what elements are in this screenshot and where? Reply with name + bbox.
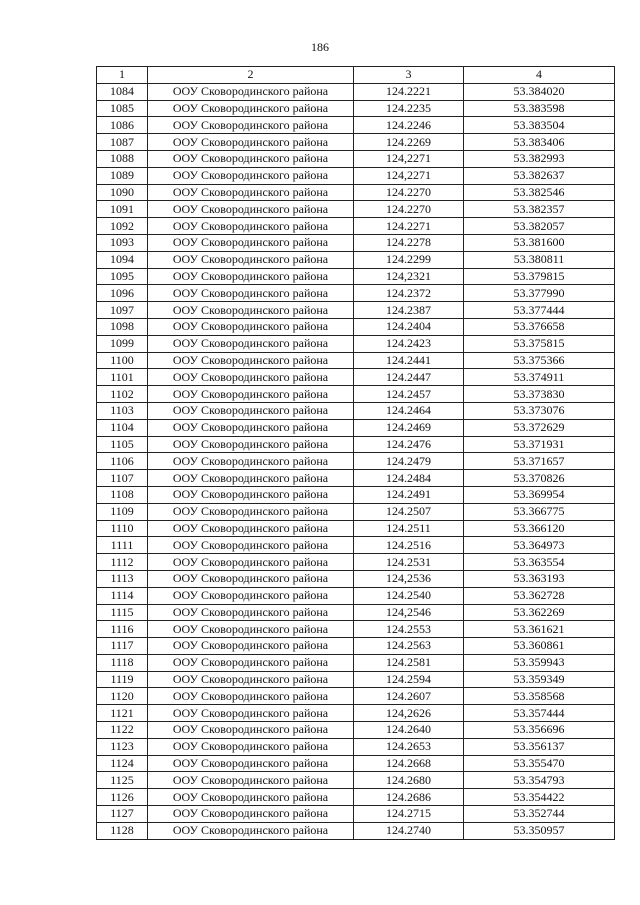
- organization-name-cell: ООУ Сковородинского района: [148, 537, 354, 554]
- organization-name-cell: ООУ Сковородинского района: [148, 470, 354, 487]
- coordinate-x-cell: 124.2715: [354, 806, 464, 823]
- row-number-cell: 1113: [97, 570, 148, 587]
- table-row: [97, 83, 615, 100]
- table-row: [97, 705, 615, 722]
- row-number-cell: 1125: [97, 772, 148, 789]
- table-row: [97, 621, 615, 638]
- coordinate-x-cell: 124.2484: [354, 470, 464, 487]
- coordinate-x-cell: 124.2507: [354, 503, 464, 520]
- organization-name-cell: ООУ Сковородинского района: [148, 436, 354, 453]
- coordinate-y-cell: 53.377444: [464, 302, 615, 319]
- table-row: [97, 570, 615, 587]
- coordinate-x-cell: 124.2447: [354, 369, 464, 386]
- table-row: [97, 822, 615, 839]
- row-number-cell: 1112: [97, 554, 148, 571]
- table-row: [97, 352, 615, 369]
- organization-name-cell: ООУ Сковородинского района: [148, 352, 354, 369]
- coordinate-x-cell: 124.2372: [354, 285, 464, 302]
- coordinate-x-cell: 124.2235: [354, 100, 464, 117]
- coordinate-y-cell: 53.361621: [464, 621, 615, 638]
- header-row: [97, 67, 615, 84]
- coordinate-y-cell: 53.380811: [464, 251, 615, 268]
- coordinate-x-cell: 124.2668: [354, 755, 464, 772]
- row-number-cell: 1093: [97, 234, 148, 251]
- organization-name-cell: ООУ Сковородинского района: [148, 201, 354, 218]
- organization-name-cell: ООУ Сковородинского района: [148, 570, 354, 587]
- organization-name-cell: ООУ Сковородинского района: [148, 419, 354, 436]
- row-number-cell: 1111: [97, 537, 148, 554]
- coordinate-x-cell: 124,2271: [354, 167, 464, 184]
- coordinate-x-cell: 124.2479: [354, 453, 464, 470]
- organization-name-cell: ООУ Сковородинского района: [148, 688, 354, 705]
- row-number-cell: 1114: [97, 587, 148, 604]
- organization-name-cell: ООУ Сковородинского района: [148, 654, 354, 671]
- row-number-cell: 1108: [97, 486, 148, 503]
- table-row: [97, 234, 615, 251]
- coordinate-y-cell: 53.356696: [464, 722, 615, 739]
- coordinate-y-cell: 53.369954: [464, 486, 615, 503]
- coordinate-y-cell: 53.383504: [464, 117, 615, 134]
- table-row: [97, 470, 615, 487]
- organization-name-cell: ООУ Сковородинского района: [148, 806, 354, 823]
- table-row: [97, 268, 615, 285]
- organization-name-cell: ООУ Сковородинского района: [148, 789, 354, 806]
- table-row: [97, 486, 615, 503]
- coordinate-y-cell: 53.363554: [464, 554, 615, 571]
- coordinate-y-cell: 53.372629: [464, 419, 615, 436]
- coordinate-y-cell: 53.376658: [464, 318, 615, 335]
- coordinate-y-cell: 53.384020: [464, 83, 615, 100]
- organization-name-cell: ООУ Сковородинского района: [148, 251, 354, 268]
- row-number-cell: 1086: [97, 117, 148, 134]
- organization-name-cell: ООУ Сковородинского района: [148, 83, 354, 100]
- table-row: [97, 335, 615, 352]
- organization-name-cell: ООУ Сковородинского района: [148, 738, 354, 755]
- table-row: [97, 251, 615, 268]
- coordinate-x-cell: 124.2680: [354, 772, 464, 789]
- table-row: [97, 755, 615, 772]
- row-number-cell: 1102: [97, 386, 148, 403]
- table-row: [97, 638, 615, 655]
- organization-name-cell: ООУ Сковородинского района: [148, 335, 354, 352]
- row-number-cell: 1109: [97, 503, 148, 520]
- header-col-2: 2: [148, 67, 354, 84]
- row-number-cell: 1094: [97, 251, 148, 268]
- coordinate-x-cell: 124.2686: [354, 789, 464, 806]
- coordinate-y-cell: 53.360861: [464, 638, 615, 655]
- table-row: [97, 806, 615, 823]
- table-row: [97, 419, 615, 436]
- table-row: [97, 587, 615, 604]
- coordinate-x-cell: 124.2278: [354, 234, 464, 251]
- page-number: 186: [311, 40, 329, 54]
- table-row: [97, 134, 615, 151]
- organization-name-cell: ООУ Сковородинского района: [148, 150, 354, 167]
- coordinates-table: [96, 66, 615, 840]
- organization-name-cell: ООУ Сковородинского района: [148, 167, 354, 184]
- coordinate-y-cell: 53.362728: [464, 587, 615, 604]
- row-number-cell: 1118: [97, 654, 148, 671]
- coordinate-x-cell: 124.2511: [354, 520, 464, 537]
- row-number-cell: 1092: [97, 218, 148, 235]
- coordinate-y-cell: 53.354422: [464, 789, 615, 806]
- row-number-cell: 1122: [97, 722, 148, 739]
- coordinate-y-cell: 53.366775: [464, 503, 615, 520]
- coordinate-y-cell: 53.371657: [464, 453, 615, 470]
- coordinate-x-cell: 124.2299: [354, 251, 464, 268]
- coordinate-y-cell: 53.377990: [464, 285, 615, 302]
- coordinate-x-cell: 124,2321: [354, 268, 464, 285]
- table-row: [97, 402, 615, 419]
- coordinate-x-cell: 124.2270: [354, 201, 464, 218]
- organization-name-cell: ООУ Сковородинского района: [148, 268, 354, 285]
- organization-name-cell: ООУ Сковородинского района: [148, 486, 354, 503]
- coordinate-x-cell: 124.2469: [354, 419, 464, 436]
- organization-name-cell: ООУ Сковородинского района: [148, 822, 354, 839]
- row-number-cell: 1119: [97, 671, 148, 688]
- row-number-cell: 1103: [97, 402, 148, 419]
- coordinate-y-cell: 53.382993: [464, 150, 615, 167]
- row-number-cell: 1106: [97, 453, 148, 470]
- coordinate-y-cell: 53.383598: [464, 100, 615, 117]
- coordinate-y-cell: 53.354793: [464, 772, 615, 789]
- row-number-cell: 1115: [97, 604, 148, 621]
- row-number-cell: 1091: [97, 201, 148, 218]
- coordinate-x-cell: 124.2740: [354, 822, 464, 839]
- table-row: [97, 772, 615, 789]
- coordinate-y-cell: 53.363193: [464, 570, 615, 587]
- header-col-3: 3: [354, 67, 464, 84]
- row-number-cell: 1127: [97, 806, 148, 823]
- coordinate-x-cell: 124.2594: [354, 671, 464, 688]
- row-number-cell: 1084: [97, 83, 148, 100]
- coordinate-y-cell: 53.375366: [464, 352, 615, 369]
- coordinate-x-cell: 124.2553: [354, 621, 464, 638]
- table-row: [97, 117, 615, 134]
- table-row: [97, 738, 615, 755]
- table-row: [97, 369, 615, 386]
- organization-name-cell: ООУ Сковородинского района: [148, 587, 354, 604]
- coordinate-x-cell: 124,2536: [354, 570, 464, 587]
- table-row: [97, 503, 615, 520]
- table-row: [97, 302, 615, 319]
- coordinate-y-cell: 53.375815: [464, 335, 615, 352]
- coordinate-y-cell: 53.350957: [464, 822, 615, 839]
- organization-name-cell: ООУ Сковородинского района: [148, 503, 354, 520]
- coordinate-x-cell: 124,2546: [354, 604, 464, 621]
- row-number-cell: 1126: [97, 789, 148, 806]
- coordinate-y-cell: 53.357444: [464, 705, 615, 722]
- table-row: [97, 671, 615, 688]
- coordinate-x-cell: 124.2221: [354, 83, 464, 100]
- coordinate-x-cell: 124.2516: [354, 537, 464, 554]
- organization-name-cell: ООУ Сковородинского района: [148, 671, 354, 688]
- row-number-cell: 1085: [97, 100, 148, 117]
- organization-name-cell: ООУ Сковородинского района: [148, 184, 354, 201]
- table-row: [97, 520, 615, 537]
- table-row: [97, 537, 615, 554]
- table-row: [97, 386, 615, 403]
- table-row: [97, 436, 615, 453]
- table-row: [97, 453, 615, 470]
- table-row: [97, 688, 615, 705]
- organization-name-cell: ООУ Сковородинского района: [148, 621, 354, 638]
- coordinate-y-cell: 53.358568: [464, 688, 615, 705]
- coordinate-y-cell: 53.352744: [464, 806, 615, 823]
- coordinate-x-cell: 124.2653: [354, 738, 464, 755]
- row-number-cell: 1096: [97, 285, 148, 302]
- coordinate-y-cell: 53.382637: [464, 167, 615, 184]
- row-number-cell: 1087: [97, 134, 148, 151]
- coordinate-y-cell: 53.374911: [464, 369, 615, 386]
- coordinate-y-cell: 53.382357: [464, 201, 615, 218]
- row-number-cell: 1098: [97, 318, 148, 335]
- coordinate-x-cell: 124.2246: [354, 117, 464, 134]
- table-row: [97, 201, 615, 218]
- organization-name-cell: ООУ Сковородинского района: [148, 369, 354, 386]
- row-number-cell: 1116: [97, 621, 148, 638]
- coordinate-y-cell: 53.356137: [464, 738, 615, 755]
- coordinate-y-cell: 53.382057: [464, 218, 615, 235]
- table-row: [97, 100, 615, 117]
- header-col-4: 4: [464, 67, 615, 84]
- table-row: [97, 218, 615, 235]
- row-number-cell: 1088: [97, 150, 148, 167]
- header-col-1: 1: [97, 67, 148, 84]
- table-row: [97, 150, 615, 167]
- organization-name-cell: ООУ Сковородинского района: [148, 705, 354, 722]
- row-number-cell: 1124: [97, 755, 148, 772]
- coordinate-y-cell: 53.359349: [464, 671, 615, 688]
- coordinate-y-cell: 53.381600: [464, 234, 615, 251]
- row-number-cell: 1104: [97, 419, 148, 436]
- coordinate-x-cell: 124.2464: [354, 402, 464, 419]
- row-number-cell: 1117: [97, 638, 148, 655]
- coordinate-x-cell: 124.2404: [354, 318, 464, 335]
- table-row: [97, 184, 615, 201]
- organization-name-cell: ООУ Сковородинского района: [148, 100, 354, 117]
- organization-name-cell: ООУ Сковородинского района: [148, 722, 354, 739]
- organization-name-cell: ООУ Сковородинского района: [148, 117, 354, 134]
- table-row: [97, 167, 615, 184]
- coordinate-y-cell: 53.383406: [464, 134, 615, 151]
- organization-name-cell: ООУ Сковородинского района: [148, 554, 354, 571]
- organization-name-cell: ООУ Сковородинского района: [148, 402, 354, 419]
- table-row: [97, 722, 615, 739]
- row-number-cell: 1101: [97, 369, 148, 386]
- coordinate-x-cell: 124.2441: [354, 352, 464, 369]
- table-row: [97, 318, 615, 335]
- row-number-cell: 1110: [97, 520, 148, 537]
- coordinate-y-cell: 53.382546: [464, 184, 615, 201]
- coordinate-x-cell: 124.2491: [354, 486, 464, 503]
- table-header: [97, 67, 615, 84]
- table-row: [97, 604, 615, 621]
- coordinate-y-cell: 53.379815: [464, 268, 615, 285]
- coordinate-x-cell: 124.2457: [354, 386, 464, 403]
- row-number-cell: 1123: [97, 738, 148, 755]
- organization-name-cell: ООУ Сковородинского района: [148, 755, 354, 772]
- coordinate-y-cell: 53.373830: [464, 386, 615, 403]
- coordinate-x-cell: 124.2540: [354, 587, 464, 604]
- organization-name-cell: ООУ Сковородинского района: [148, 386, 354, 403]
- coordinate-y-cell: 53.364973: [464, 537, 615, 554]
- coordinate-y-cell: 53.359943: [464, 654, 615, 671]
- coordinate-x-cell: 124.2607: [354, 688, 464, 705]
- row-number-cell: 1128: [97, 822, 148, 839]
- coordinate-x-cell: 124.2270: [354, 184, 464, 201]
- coordinate-y-cell: 53.370826: [464, 470, 615, 487]
- coordinate-y-cell: 53.366120: [464, 520, 615, 537]
- coordinate-x-cell: 124.2581: [354, 654, 464, 671]
- row-number-cell: 1095: [97, 268, 148, 285]
- coordinate-x-cell: 124.2640: [354, 722, 464, 739]
- organization-name-cell: ООУ Сковородинского района: [148, 134, 354, 151]
- coordinate-y-cell: 53.371931: [464, 436, 615, 453]
- row-number-cell: 1120: [97, 688, 148, 705]
- table-row: [97, 654, 615, 671]
- row-number-cell: 1107: [97, 470, 148, 487]
- coordinate-y-cell: 53.355470: [464, 755, 615, 772]
- row-number-cell: 1090: [97, 184, 148, 201]
- table-body: [97, 83, 615, 839]
- row-number-cell: 1097: [97, 302, 148, 319]
- organization-name-cell: ООУ Сковородинского района: [148, 453, 354, 470]
- table-row: [97, 285, 615, 302]
- row-number-cell: 1121: [97, 705, 148, 722]
- coordinate-x-cell: 124.2271: [354, 218, 464, 235]
- coordinate-x-cell: 124.2531: [354, 554, 464, 571]
- organization-name-cell: ООУ Сковородинского района: [148, 638, 354, 655]
- coordinate-x-cell: 124,2626: [354, 705, 464, 722]
- coordinate-x-cell: 124.2387: [354, 302, 464, 319]
- organization-name-cell: ООУ Сковородинского района: [148, 234, 354, 251]
- coordinate-x-cell: 124.2269: [354, 134, 464, 151]
- coordinate-x-cell: 124.2476: [354, 436, 464, 453]
- coordinate-x-cell: 124,2271: [354, 150, 464, 167]
- row-number-cell: 1099: [97, 335, 148, 352]
- organization-name-cell: ООУ Сковородинского района: [148, 604, 354, 621]
- coordinate-y-cell: 53.362269: [464, 604, 615, 621]
- coordinate-x-cell: 124.2423: [354, 335, 464, 352]
- row-number-cell: 1089: [97, 167, 148, 184]
- organization-name-cell: ООУ Сковородинского района: [148, 302, 354, 319]
- table-row: [97, 554, 615, 571]
- row-number-cell: 1105: [97, 436, 148, 453]
- organization-name-cell: ООУ Сковородинского района: [148, 772, 354, 789]
- organization-name-cell: ООУ Сковородинского района: [148, 218, 354, 235]
- coordinate-x-cell: 124.2563: [354, 638, 464, 655]
- organization-name-cell: ООУ Сковородинского района: [148, 318, 354, 335]
- coordinate-y-cell: 53.373076: [464, 402, 615, 419]
- organization-name-cell: ООУ Сковородинского района: [148, 285, 354, 302]
- organization-name-cell: ООУ Сковородинского района: [148, 520, 354, 537]
- table-row: [97, 789, 615, 806]
- row-number-cell: 1100: [97, 352, 148, 369]
